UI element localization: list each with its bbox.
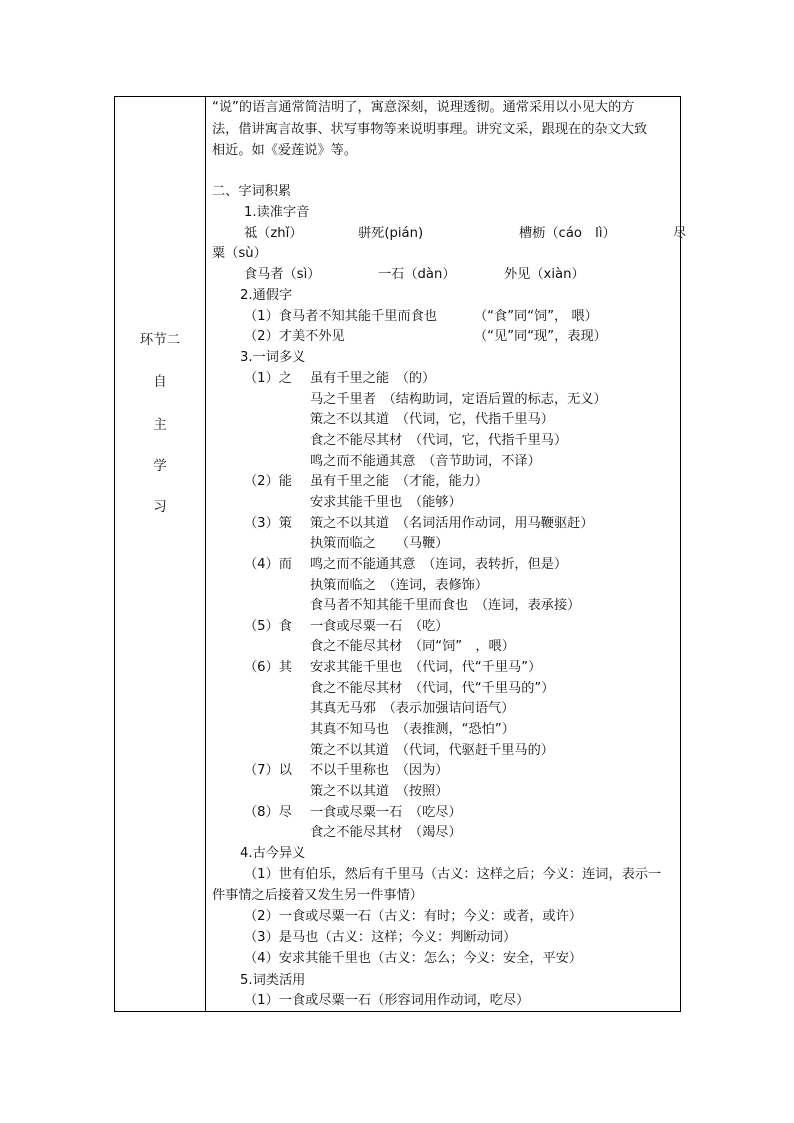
polysemy-line [212, 720, 674, 740]
huoyong-item: （1）一食或尽粟一石（形容词用作动词，吃尽） [244, 993, 530, 1008]
polysemy-line [212, 493, 674, 513]
tongjia-item [212, 307, 674, 327]
s2-title: 2.通假字 [240, 288, 293, 303]
pron-word: 祗（zhǐ） [244, 226, 303, 241]
left-column [115, 97, 205, 1011]
section-char-3: 学 [153, 458, 167, 474]
polysemy-line [212, 534, 674, 554]
tongjia-note: （“见”同“现”，表现） [474, 329, 607, 344]
pron-word: 槽枥（cáo lì） [519, 226, 616, 241]
pronunciation-row-3 [212, 265, 674, 285]
polysemy-text: 马之千里者 （结构助词，定语后置的标志，无义） [310, 391, 607, 407]
gujin-item: （3）是马也（古义：这样；今义：判断动词） [244, 930, 517, 945]
polysemy-line [212, 369, 674, 389]
polysemy-text: 策之不以其道 （代词，它，代指千里马） [310, 412, 554, 428]
polysemy-line [212, 452, 674, 472]
pronunciation-row-2: 粟（sù） [212, 246, 267, 261]
section-char-2: 主 [153, 417, 167, 433]
polysemy-line [212, 823, 674, 843]
s4-title: 4.古今异义 [240, 846, 306, 861]
polysemy-label: （3）策 [244, 515, 292, 531]
polysemy-text: 食马者不知其能千里而食也 （连词，表承接） [310, 598, 581, 614]
polysemy-line [212, 679, 674, 699]
pronunciation-row-1 [212, 224, 687, 244]
polysemy-text: 一食或尽粟一石 （吃尽） [310, 804, 462, 820]
pron-word: 一石（dàn） [378, 267, 456, 282]
s3-title: 3.一词多义 [240, 350, 306, 365]
polysemy-text: 策之不以其道 （按照） [310, 784, 449, 799]
polysemy-line [212, 596, 674, 616]
polysemy-line [212, 410, 674, 430]
tongjia-text: （2）才美不外见 [244, 329, 345, 344]
polysemy-line [212, 390, 674, 410]
polysemy-text: 其真无马邪 （表示加强诘问语气） [310, 701, 515, 717]
polysemy-line [212, 761, 674, 781]
intro-line-3: 相近。如《爱莲说》等。 [212, 143, 358, 158]
intro-line-2: 法，借讲寓言故事、状写事物等来说明事理。讲究文采，跟现在的杂文大致 [212, 122, 648, 137]
polysemy-line [212, 472, 674, 492]
polysemy-label: （4）而 [244, 556, 292, 572]
polysemy-line [212, 617, 674, 637]
pron-word: 外见（xiàn） [504, 267, 585, 282]
pron-word: 骈死(pián) [358, 226, 424, 241]
polysemy-line [212, 431, 674, 451]
polysemy-label: （7）以 [244, 763, 292, 779]
polysemy-label: （2）能 [244, 474, 292, 490]
gujin-item: （4）安求其能千里也（古义：怎么；今义：安全，平安） [244, 951, 583, 966]
intro-line-1: “说”的语言通常简洁明了，寓意深刻，说理透彻。通常采用以小见大的方 [212, 100, 635, 115]
polysemy-label: （6）其 [244, 660, 292, 676]
polysemy-text: 策之不以其道 （名词活用作动词，用马鞭驱赶） [310, 515, 594, 531]
part2-title: 二、字词积累 [212, 184, 292, 199]
polysemy-line [212, 782, 674, 802]
polysemy-line [212, 576, 674, 596]
polysemy-text: 虽有千里之能 （才能，能力） [310, 474, 489, 490]
polysemy-label: （5）食 [244, 618, 292, 634]
lesson-table [114, 96, 687, 1012]
polysemy-line [212, 637, 674, 657]
section-char-1: 自 [153, 374, 167, 390]
polysemy-text: 食之不能尽其材 （代词，代“千里马的”） [310, 680, 555, 696]
pron-word: 尽 [673, 226, 687, 241]
polysemy-text: 策之不以其道 （代词，代驱赶千里马的） [310, 742, 554, 758]
polysemy-line [212, 803, 674, 823]
polysemy-text: 其真不知马也 （表推测，“恐怕”） [310, 722, 515, 738]
polysemy-text: 执策而临之 （马鞭） [310, 536, 449, 552]
pron-word: 食马者（sì） [244, 267, 321, 282]
polysemy-text: 鸣之而不能通其意 （音节助词，不译） [310, 453, 541, 469]
polysemy-text: 安求其能千里也 （能够） [310, 494, 462, 510]
content-column [206, 97, 687, 1011]
section-label: 环节二 [139, 332, 181, 348]
s5-title: 5.词类活用 [240, 973, 306, 988]
polysemy-line [212, 741, 674, 761]
gujin-item-1-line-1: （1）世有伯乐，然后有千里马（古义：这样之后；今义：连词，表示一 [244, 867, 662, 882]
polysemy-text: 食之不能尽其材 （同“饲” ，喂） [310, 639, 515, 655]
section-char-4: 习 [153, 499, 167, 515]
polysemy-line [212, 514, 674, 534]
polysemy-line [212, 699, 674, 719]
polysemy-text: 鸣之而不能通其意 （连词，表转折，但是） [310, 556, 568, 572]
gujin-item: （2）一食或尽粟一石（古义：有时；今义：或者，或许） [244, 909, 583, 924]
polysemy-text: 食之不能尽其材 （竭尽） [310, 825, 462, 841]
tongjia-note: （“食”同“饲”， 喂） [474, 309, 598, 324]
tongjia-text: （1）食马者不知其能千里而食也 [244, 309, 438, 324]
polysemy-label: （1）之 [244, 371, 292, 386]
polysemy-line [212, 658, 674, 678]
s1-title: 1.读准字音 [244, 205, 310, 220]
gujin-item-1-line-2: 件事情之后接着又发生另一件事情） [212, 888, 423, 903]
polysemy-text: 不以千里称也 （因为） [310, 763, 449, 779]
polysemy-text: 执策而临之 （连词，表修饰） [310, 577, 489, 593]
polysemy-text: 安求其能千里也 （代词，代“千里马”） [310, 660, 542, 676]
polysemy-text: 虽有千里之能 （的） [310, 371, 436, 386]
polysemy-text: 一食或尽粟一石 （吃） [310, 618, 449, 634]
polysemy-line [212, 555, 674, 575]
tongjia-item [212, 327, 674, 347]
polysemy-label: （8）尽 [244, 804, 292, 820]
polysemy-text: 食之不能尽其材 （代词，它，代指千里马） [310, 432, 568, 448]
